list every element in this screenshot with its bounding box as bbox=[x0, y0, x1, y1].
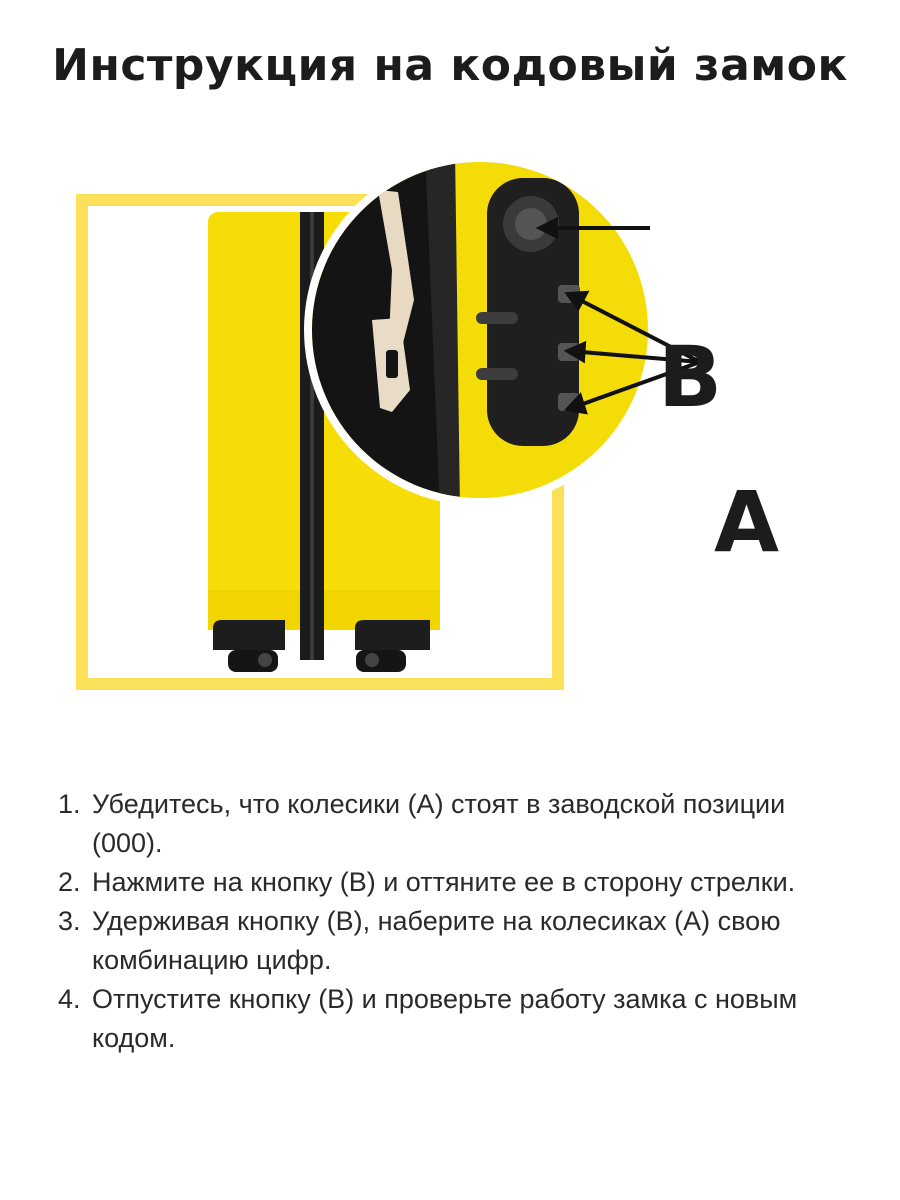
step-text: Удерживая кнопку (В), наберите на колесиках (А) свою комбинацию цифр. bbox=[92, 906, 781, 975]
instruction-steps bbox=[58, 785, 858, 1058]
callout-b-label: B bbox=[658, 328, 723, 426]
step-number: 3. bbox=[58, 906, 81, 936]
step-text: Нажмите на кнопку (В) и оттяните ее в сторону стрелки. bbox=[92, 867, 796, 897]
step-number: 2. bbox=[58, 867, 81, 897]
step-text: Отпустите кнопку (В) и проверьте работу замка с новым кодом. bbox=[92, 984, 798, 1053]
suitcase-illustration bbox=[0, 150, 900, 710]
suitcase-lock-illustration bbox=[0, 150, 900, 710]
page-title: Инструкция на кодовый замок bbox=[52, 40, 848, 91]
step-item bbox=[58, 902, 858, 980]
step-item bbox=[58, 785, 858, 863]
wheel-bumper-left bbox=[213, 620, 285, 650]
step-item bbox=[58, 980, 858, 1058]
wheel-icon bbox=[356, 650, 406, 672]
step-number: 4. bbox=[58, 984, 81, 1014]
step-number: 1. bbox=[58, 789, 81, 819]
step-text: Убедитесь, что колесики (А) стоят в заводской позиции (000). bbox=[92, 789, 786, 858]
step-item bbox=[58, 863, 858, 902]
callout-a-label: A bbox=[714, 473, 780, 571]
wheel-bumper-right bbox=[355, 620, 430, 650]
